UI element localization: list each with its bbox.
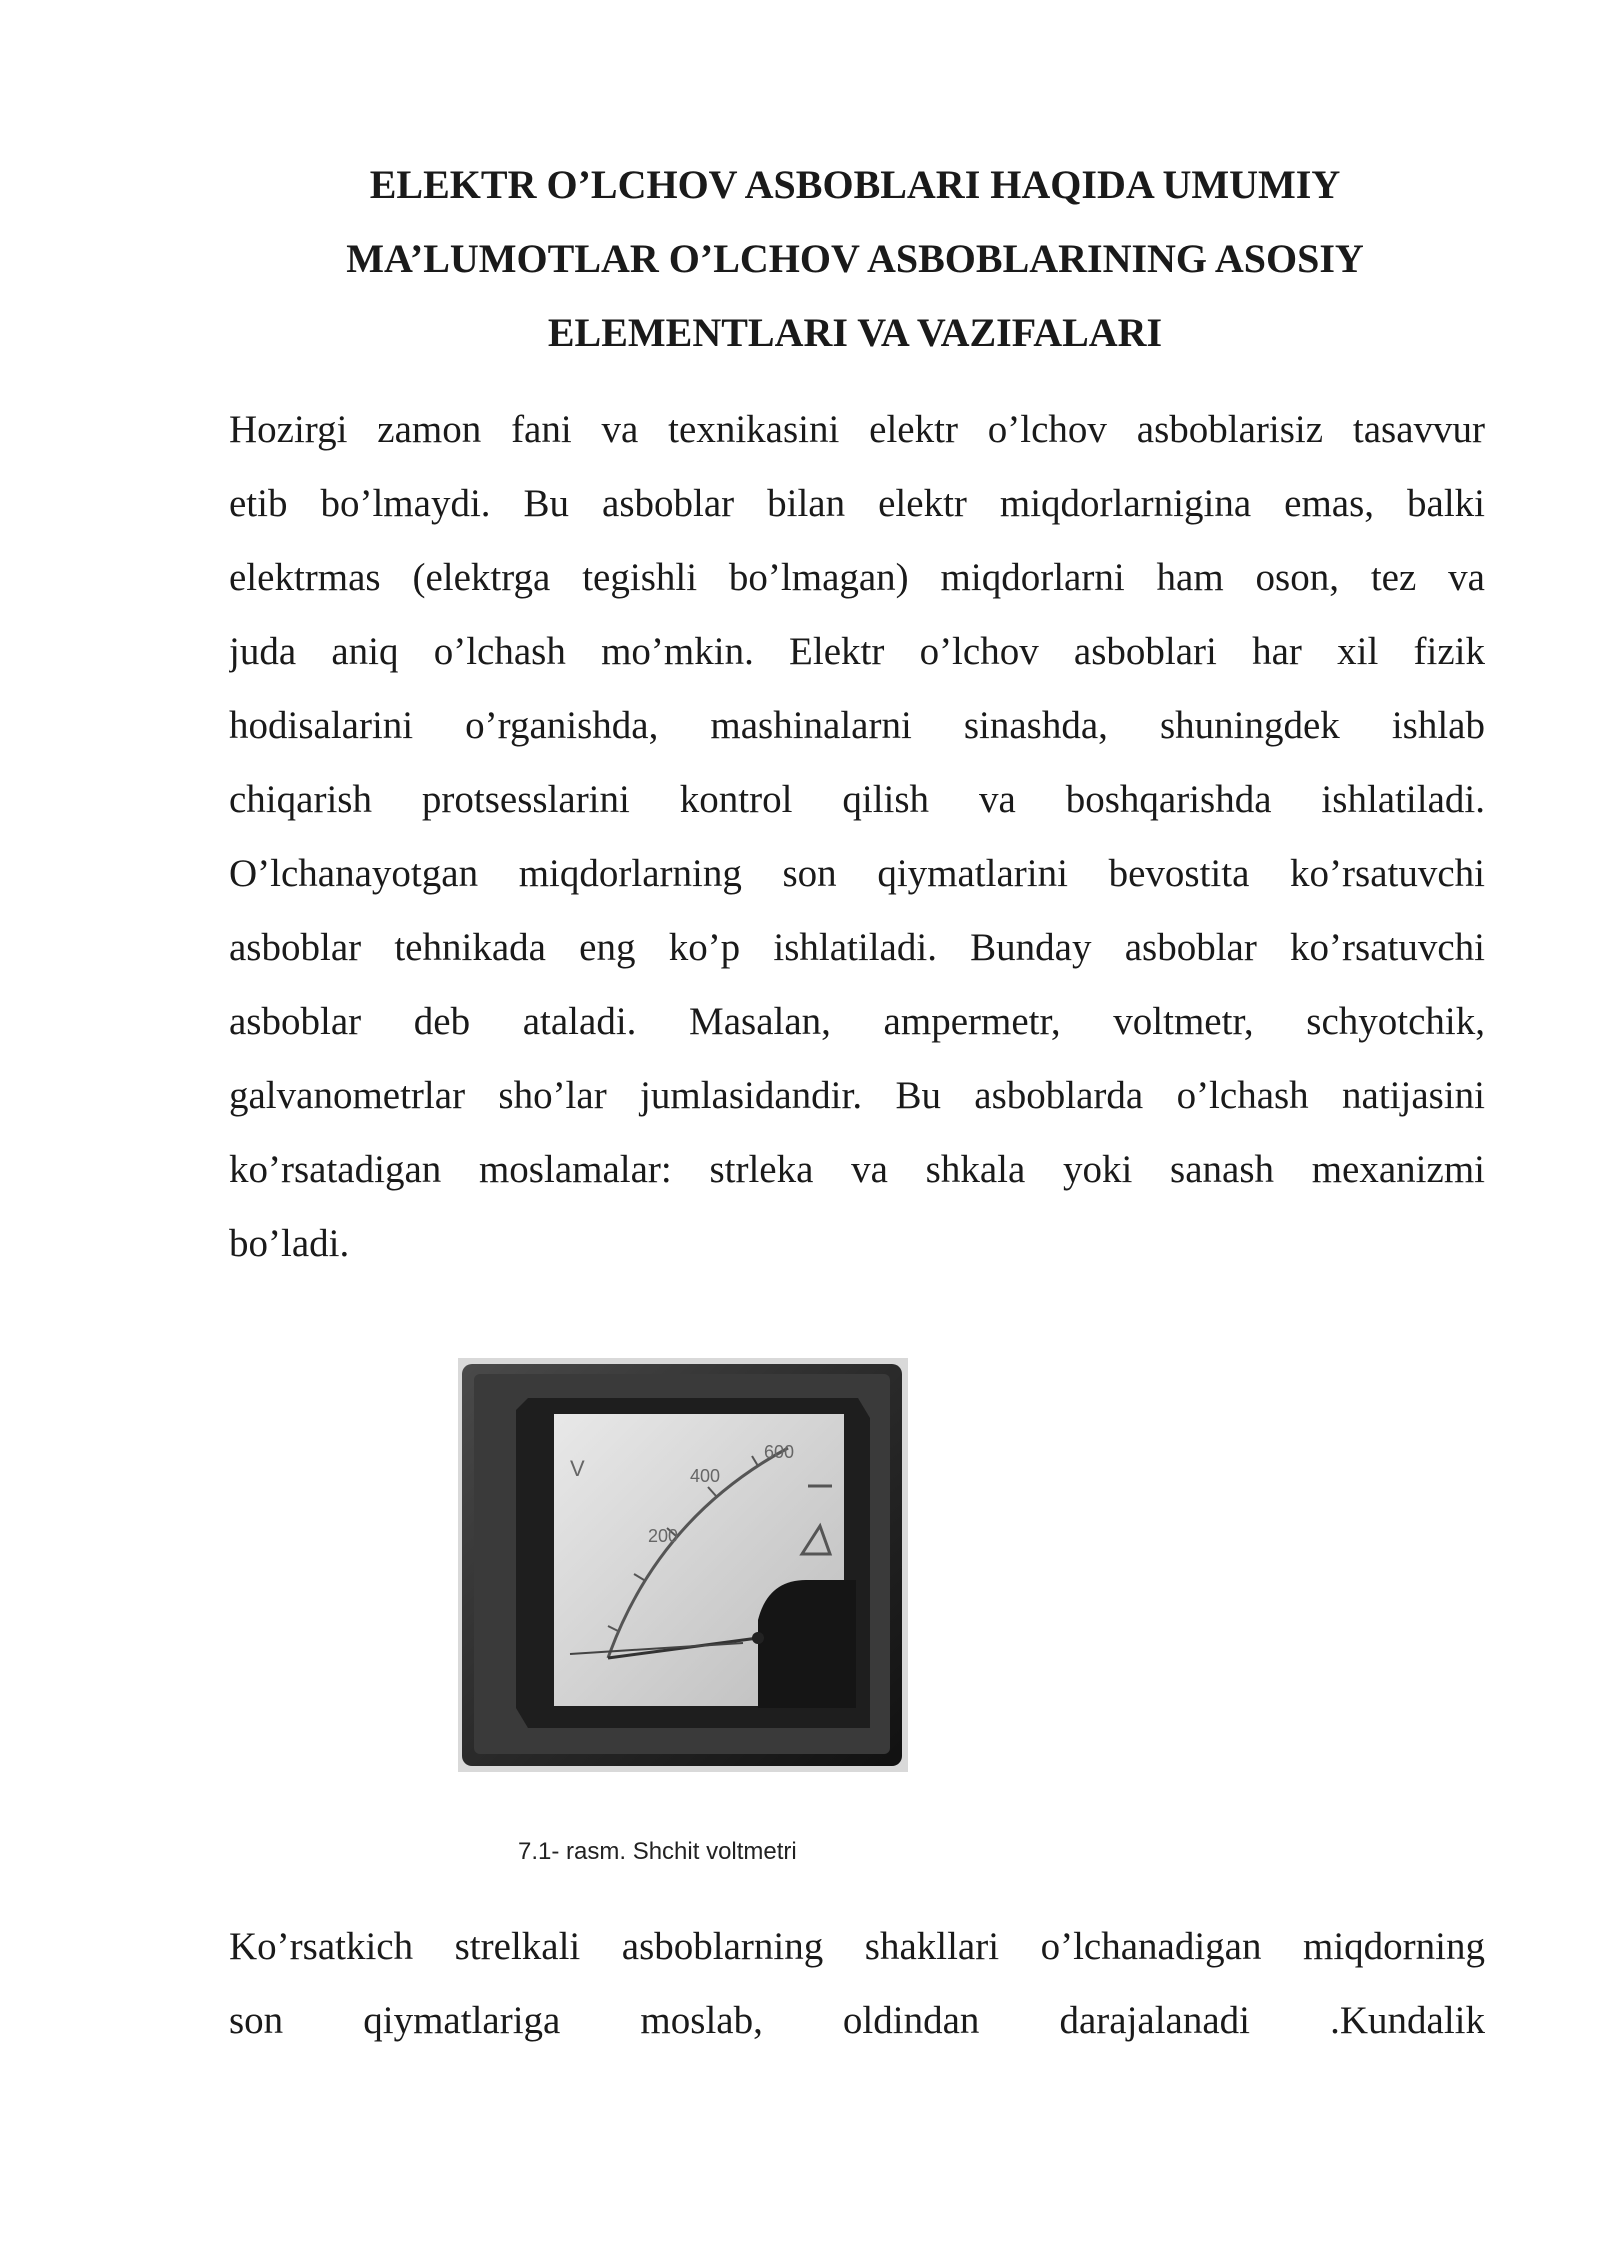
title-line-2: MA’LUMOTLAR O’LCHOV ASBOBLARINING ASOSIY: [346, 236, 1364, 281]
text-line: son qiymatlariga moslab, oldindan darajalanadi .Kundalik: [229, 1999, 1485, 2042]
text-line: asboblar deb ataladi. Masalan, ampermetr, voltmetr, schyotchik,: [229, 1000, 1485, 1043]
text-line: galvanometrlar sho’lar jumlasidandir. Bu asboblarda o’lchash natijasini: [229, 1074, 1485, 1117]
text-line: ko’rsatadigan moslamalar: strleka va shkala yoki sanash mexanizmi: [229, 1148, 1485, 1191]
paragraph-continuation: [229, 1910, 1485, 2058]
text-line: hodisalarini o’rganishda, mashinalarni sinashda, shuningdek ishlab: [229, 704, 1485, 747]
document-title: [230, 148, 1480, 370]
scale-label-unit: V: [570, 1456, 585, 1481]
text-line: bo’ladi.: [229, 1222, 350, 1265]
text-line: chiqarish protsesslarini kontrol qilish va boshqarishda ishlatiladi.: [229, 778, 1485, 821]
voltmeter-figure: [458, 1358, 908, 1772]
text-line: asboblar tehnikada eng ko’p ishlatiladi. Bunday asboblar ko’rsatuvchi: [229, 926, 1485, 969]
text-line: juda aniq o’lchash mo’mkin. Elektr o’lchov asboblari har xil fizik: [229, 630, 1485, 673]
voltmeter-image: [458, 1358, 908, 1772]
text-line: Ko’rsatkich strelkali asboblarning shakllari o’lchanadigan miqdorning: [229, 1925, 1485, 1968]
title-line-1: ELEKTR O’LCHOV ASBOBLARI HAQIDA UMUMIY: [369, 162, 1341, 207]
scale-label-200: 200: [648, 1526, 679, 1546]
scale-label-600: 600: [764, 1442, 795, 1462]
title-line-3: ELEMENTLARI VA VAZIFALARI: [547, 310, 1163, 355]
paragraph-intro: [229, 393, 1485, 1281]
figure-caption: 7.1- rasm. Shchit voltmetri: [518, 1838, 797, 1865]
text-line: O’lchanayotgan miqdorlarning son qiymatlarini bevostita ko’rsatuvchi: [229, 852, 1485, 895]
text-line: elektrmas (elektrga tegishli bo’lmagan) miqdorlarni ham oson, tez va: [229, 556, 1485, 599]
scale-label-400: 400: [690, 1466, 721, 1486]
text-line: etib bo’lmaydi. Bu asboblar bilan elektr miqdorlarnigina emas, balki: [229, 482, 1485, 525]
text-line: Hozirgi zamon fani va texnikasini elektr o’lchov asboblarisiz tasavvur: [229, 408, 1485, 451]
